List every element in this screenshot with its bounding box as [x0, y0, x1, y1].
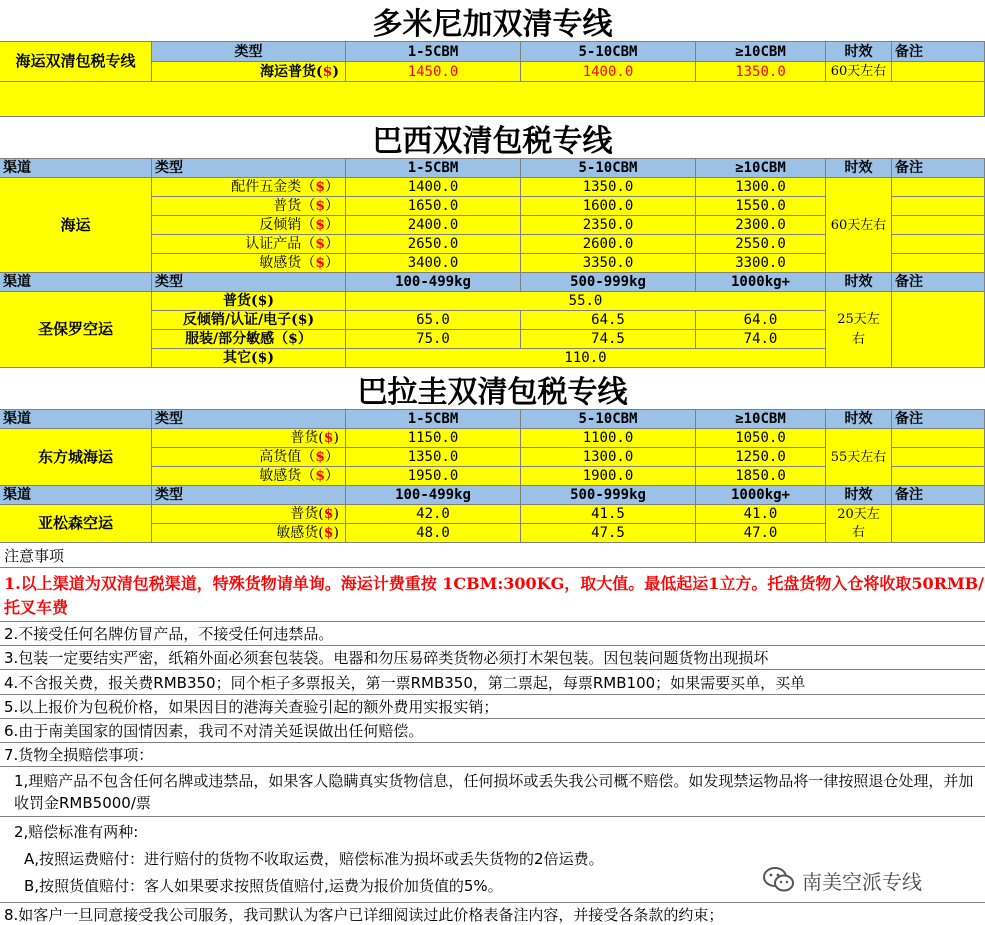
- notes-heading: 注意事项: [0, 543, 985, 568]
- brazil-sea-header-c3: ≥10CBM: [696, 159, 826, 178]
- price-c3: 47.0: [696, 524, 826, 543]
- note-4: 4.不含报关费，报关费RMB350；同个柜子多票报关，第一票RMB350，第二票起，每票RMB100；如果需要买单，买单: [0, 670, 985, 695]
- note-7: 7.货物全损赔偿事项：: [0, 743, 985, 767]
- paraguay-air-header-time: 时效: [826, 486, 892, 505]
- brazil-air-time: [826, 292, 892, 368]
- price-c3: 1300.0: [696, 178, 826, 197]
- watermark: [762, 863, 962, 897]
- type-cell: [152, 467, 346, 486]
- paraguay-sea-time: 55天左右: [826, 429, 892, 486]
- brazil-air-header-c2: 500-999kg: [521, 273, 696, 292]
- price-c3: 41.0: [696, 505, 826, 524]
- dollar-sign: $: [315, 449, 325, 465]
- brazil-air-clothing-v2: 74.5: [521, 330, 696, 349]
- type-cell: [152, 254, 346, 273]
- watermark-text: 南美空派专线: [802, 869, 922, 894]
- note-2: 2.不接受任何名牌仿冒产品，不接受任何违禁品。: [0, 622, 985, 646]
- paraguay-sea-header-c3: ≥10CBM: [696, 410, 826, 429]
- type-close: ）: [325, 179, 339, 195]
- dominica-type-sign: $: [322, 63, 333, 80]
- brazil-air-clothing-v1: 75.0: [346, 330, 521, 349]
- type-name: 普货（: [273, 198, 316, 214]
- dominica-header-c2: 5-10CBM: [521, 42, 696, 62]
- brazil-air-clothing-v3: 74.0: [696, 330, 826, 349]
- brazil-sea-header-c1: 1-5CBM: [346, 159, 521, 178]
- dominica-blank-row: [0, 82, 985, 117]
- type-name: 敏感货（: [259, 468, 316, 484]
- dominica-header-c1: 1-5CBM: [346, 42, 521, 62]
- price-c1: 1950.0: [346, 467, 521, 486]
- note-cell: [892, 197, 985, 216]
- price-c3: 3300.0: [696, 254, 826, 273]
- paraguay-sea-header-c1: 1-5CBM: [346, 410, 521, 429]
- dollar-sign: $: [323, 430, 334, 446]
- dominica-type: [152, 62, 346, 82]
- dollar-sign: $: [315, 198, 325, 214]
- price-c1: 42.0: [346, 505, 521, 524]
- brazil-sea-time: 60天左右: [826, 178, 892, 273]
- brazil-air-anti-v1: 65.0: [346, 311, 521, 330]
- dollar-sign: $: [315, 217, 325, 233]
- dominica-v1: 1450.0: [346, 62, 521, 82]
- note-3: 3.包装一定要结实严密，纸箱外面必须套包装袋。电器和勿压易碎类货物必须打木架包装。因包装问题货物出现损坏: [0, 646, 985, 670]
- brazil-sea-header-time: 时效: [826, 159, 892, 178]
- paraguay-sea-header-note: 备注: [892, 410, 985, 429]
- price-c3: 2550.0: [696, 235, 826, 254]
- brazil-air-anti-v3: 64.0: [696, 311, 826, 330]
- price-c1: 2400.0: [346, 216, 521, 235]
- type-close: ): [333, 506, 339, 522]
- price-c2: 47.5: [521, 524, 696, 543]
- paraguay-air-header-channel: 渠道: [0, 486, 152, 505]
- brazil-air-header-channel: 渠道: [0, 273, 152, 292]
- paraguay-air-channel: 亚松森空运: [0, 505, 152, 543]
- type-close: ): [333, 430, 339, 446]
- note-7-1: 1,理赔产品不包含任何名牌或违禁品，如果客人隐瞒真实货物信息，任何损坏或丢失我公司概不赔偿。如发现禁运物品将一律按照退仓处理，并加收罚金RMB5000/票: [0, 767, 985, 817]
- wechat-icon: [762, 865, 796, 895]
- price-c1: 1650.0: [346, 197, 521, 216]
- note-6: 6.由于南美国家的国情因素，我司不对清关延误做出任何赔偿。: [0, 719, 985, 743]
- paraguay-sea-header-time: 时效: [826, 410, 892, 429]
- type-name: 普货(: [290, 430, 324, 446]
- price-c1: 48.0: [346, 524, 521, 543]
- type-cell: [152, 216, 346, 235]
- paraguay-sea-header-c2: 5-10CBM: [521, 410, 696, 429]
- paraguay-title: 巴拉圭双清包税专线: [0, 368, 985, 410]
- paraguay-air-header-type: 类型: [152, 486, 346, 505]
- price-c2: 1100.0: [521, 429, 696, 448]
- price-c2: 1300.0: [521, 448, 696, 467]
- type-name: 反倾销（: [259, 217, 316, 233]
- note-cell: [892, 254, 985, 273]
- price-c2: 1600.0: [521, 197, 696, 216]
- dominica-header-type: 类型: [152, 42, 346, 62]
- price-c1: 1400.0: [346, 178, 521, 197]
- type-close: ）: [325, 468, 339, 484]
- type-cell: [152, 505, 346, 524]
- brazil-sea-header-type: 类型: [152, 159, 346, 178]
- price-c1: 1350.0: [346, 448, 521, 467]
- type-close: ）: [325, 198, 339, 214]
- dollar-sign: $: [323, 506, 334, 522]
- type-close: ): [333, 525, 339, 541]
- dominica-channel: 海运双清包税专线: [0, 42, 152, 82]
- type-cell: [152, 429, 346, 448]
- brazil-air-anti-name: 反倾销/认证/电子($): [152, 311, 346, 330]
- price-c1: 3400.0: [346, 254, 521, 273]
- brazil-air-header-type: 类型: [152, 273, 346, 292]
- note-7-2-title: 2,赔偿标准有两种:: [14, 823, 139, 841]
- price-c3: 1550.0: [696, 197, 826, 216]
- price-c1: 2650.0: [346, 235, 521, 254]
- type-name: 敏感货（: [259, 255, 316, 271]
- type-cell: [152, 197, 346, 216]
- paraguay-air-header-c3: 1000kg+: [696, 486, 826, 505]
- note-cell: [892, 235, 985, 254]
- price-c2: 2600.0: [521, 235, 696, 254]
- brazil-air-general-value: 55.0: [346, 292, 826, 311]
- dominica-v2: 1400.0: [521, 62, 696, 82]
- price-c3: 2300.0: [696, 216, 826, 235]
- type-name: 敏感货(: [276, 525, 324, 541]
- note-8: 8.如客户一旦同意接受我公司服务，我司默认为客户已详细阅读过此价格表备注内容，并接受各条款的约束；: [4, 905, 724, 924]
- dominica-header-time: 时效: [826, 42, 892, 62]
- brazil-air-general-name: 普货($): [152, 292, 346, 311]
- dollar-sign: $: [323, 525, 334, 541]
- price-c3: 1850.0: [696, 467, 826, 486]
- brazil-sea-channel: 海运: [0, 178, 152, 273]
- price-c2: 1900.0: [521, 467, 696, 486]
- note-cell: [892, 448, 985, 467]
- note-cell: [892, 216, 985, 235]
- paraguay-air-time-text: 20天左右: [837, 506, 880, 540]
- type-name: 配件五金类（: [231, 179, 316, 195]
- brazil-air-other-name: 其它($): [152, 349, 346, 368]
- note-1: 1.以上渠道为双清包税渠道，特殊货物请单询。海运计费重按 1CBM:300KG，取大值。最低起运1立方。托盘货物入仓将收取50RMB/托叉车费: [0, 568, 985, 622]
- dollar-sign: $: [315, 255, 325, 271]
- brazil-air-header-note: 备注: [892, 273, 985, 292]
- paraguay-air-time: [826, 505, 892, 543]
- dominica-header-c3: ≥10CBM: [696, 42, 826, 62]
- price-c1: 1150.0: [346, 429, 521, 448]
- dominica-time: 60天左右: [826, 62, 892, 82]
- paraguay-sea-header-type: 类型: [152, 410, 346, 429]
- brazil-air-note: [892, 292, 985, 368]
- price-c3: 1050.0: [696, 429, 826, 448]
- brazil-sea-header-c2: 5-10CBM: [521, 159, 696, 178]
- price-c2: 2350.0: [521, 216, 696, 235]
- brazil-air-other-value: 110.0: [346, 349, 826, 368]
- price-c3: 1250.0: [696, 448, 826, 467]
- type-name: 高货值（: [259, 449, 316, 465]
- note-cell: [892, 467, 985, 486]
- dominica-note: [892, 62, 985, 82]
- note-5: 5.以上报价为包税价格，如果因目的港海关查验引起的额外费用实报实销；: [0, 695, 985, 719]
- dollar-sign: $: [315, 236, 325, 252]
- brazil-sea-header-note: 备注: [892, 159, 985, 178]
- type-cell: [152, 235, 346, 254]
- brazil-sea-header-channel: 渠道: [0, 159, 152, 178]
- brazil-air-header-c3: 1000kg+: [696, 273, 826, 292]
- dominica-header-note: 备注: [892, 42, 985, 62]
- paraguay-air-header-note: 备注: [892, 486, 985, 505]
- type-close: ）: [325, 255, 339, 271]
- dominica-type-suffix: ): [332, 63, 339, 80]
- brazil-air-header-time: 时效: [826, 273, 892, 292]
- type-close: ）: [325, 449, 339, 465]
- note-cell: [892, 429, 985, 448]
- dominica-title: 多米尼加双清专线: [0, 0, 985, 42]
- type-cell: [152, 178, 346, 197]
- dollar-sign: $: [315, 468, 325, 484]
- type-name: 认证产品（: [245, 236, 316, 252]
- paraguay-sea-channel: 东方城海运: [0, 429, 152, 486]
- brazil-title: 巴西双清包税专线: [0, 117, 985, 159]
- price-c2: 3350.0: [521, 254, 696, 273]
- note-7-2a: A,按照运费赔付：进行赔付的货物不收取运费，赔偿标准为损坏或丢失货物的2倍运费。: [24, 850, 604, 868]
- paraguay-sea-header-channel: 渠道: [0, 410, 152, 429]
- dollar-sign: $: [315, 179, 325, 195]
- price-c2: 1350.0: [521, 178, 696, 197]
- brazil-air-header-c1: 100-499kg: [346, 273, 521, 292]
- note-7-2b: B,按照货值赔付：客人如果要求按照货值赔付,运费为报价加货值的5%。: [24, 877, 503, 895]
- type-close: ）: [325, 236, 339, 252]
- type-close: ）: [325, 217, 339, 233]
- brazil-air-channel: 圣保罗空运: [0, 292, 152, 368]
- type-name: 普货(: [290, 506, 324, 522]
- type-cell: [152, 524, 346, 543]
- dominica-v3: 1350.0: [696, 62, 826, 82]
- paraguay-air-note: [892, 505, 985, 543]
- paraguay-air-header-c1: 100-499kg: [346, 486, 521, 505]
- type-cell: [152, 448, 346, 467]
- note-cell: [892, 178, 985, 197]
- brazil-air-clothing-name: 服装/部分敏感（$）: [152, 330, 346, 349]
- brazil-air-time-text: 25天左右: [837, 311, 880, 347]
- paraguay-air-header-c2: 500-999kg: [521, 486, 696, 505]
- price-c2: 41.5: [521, 505, 696, 524]
- dominica-type-prefix: 海运普货(: [260, 63, 323, 80]
- brazil-air-anti-v2: 64.5: [521, 311, 696, 330]
